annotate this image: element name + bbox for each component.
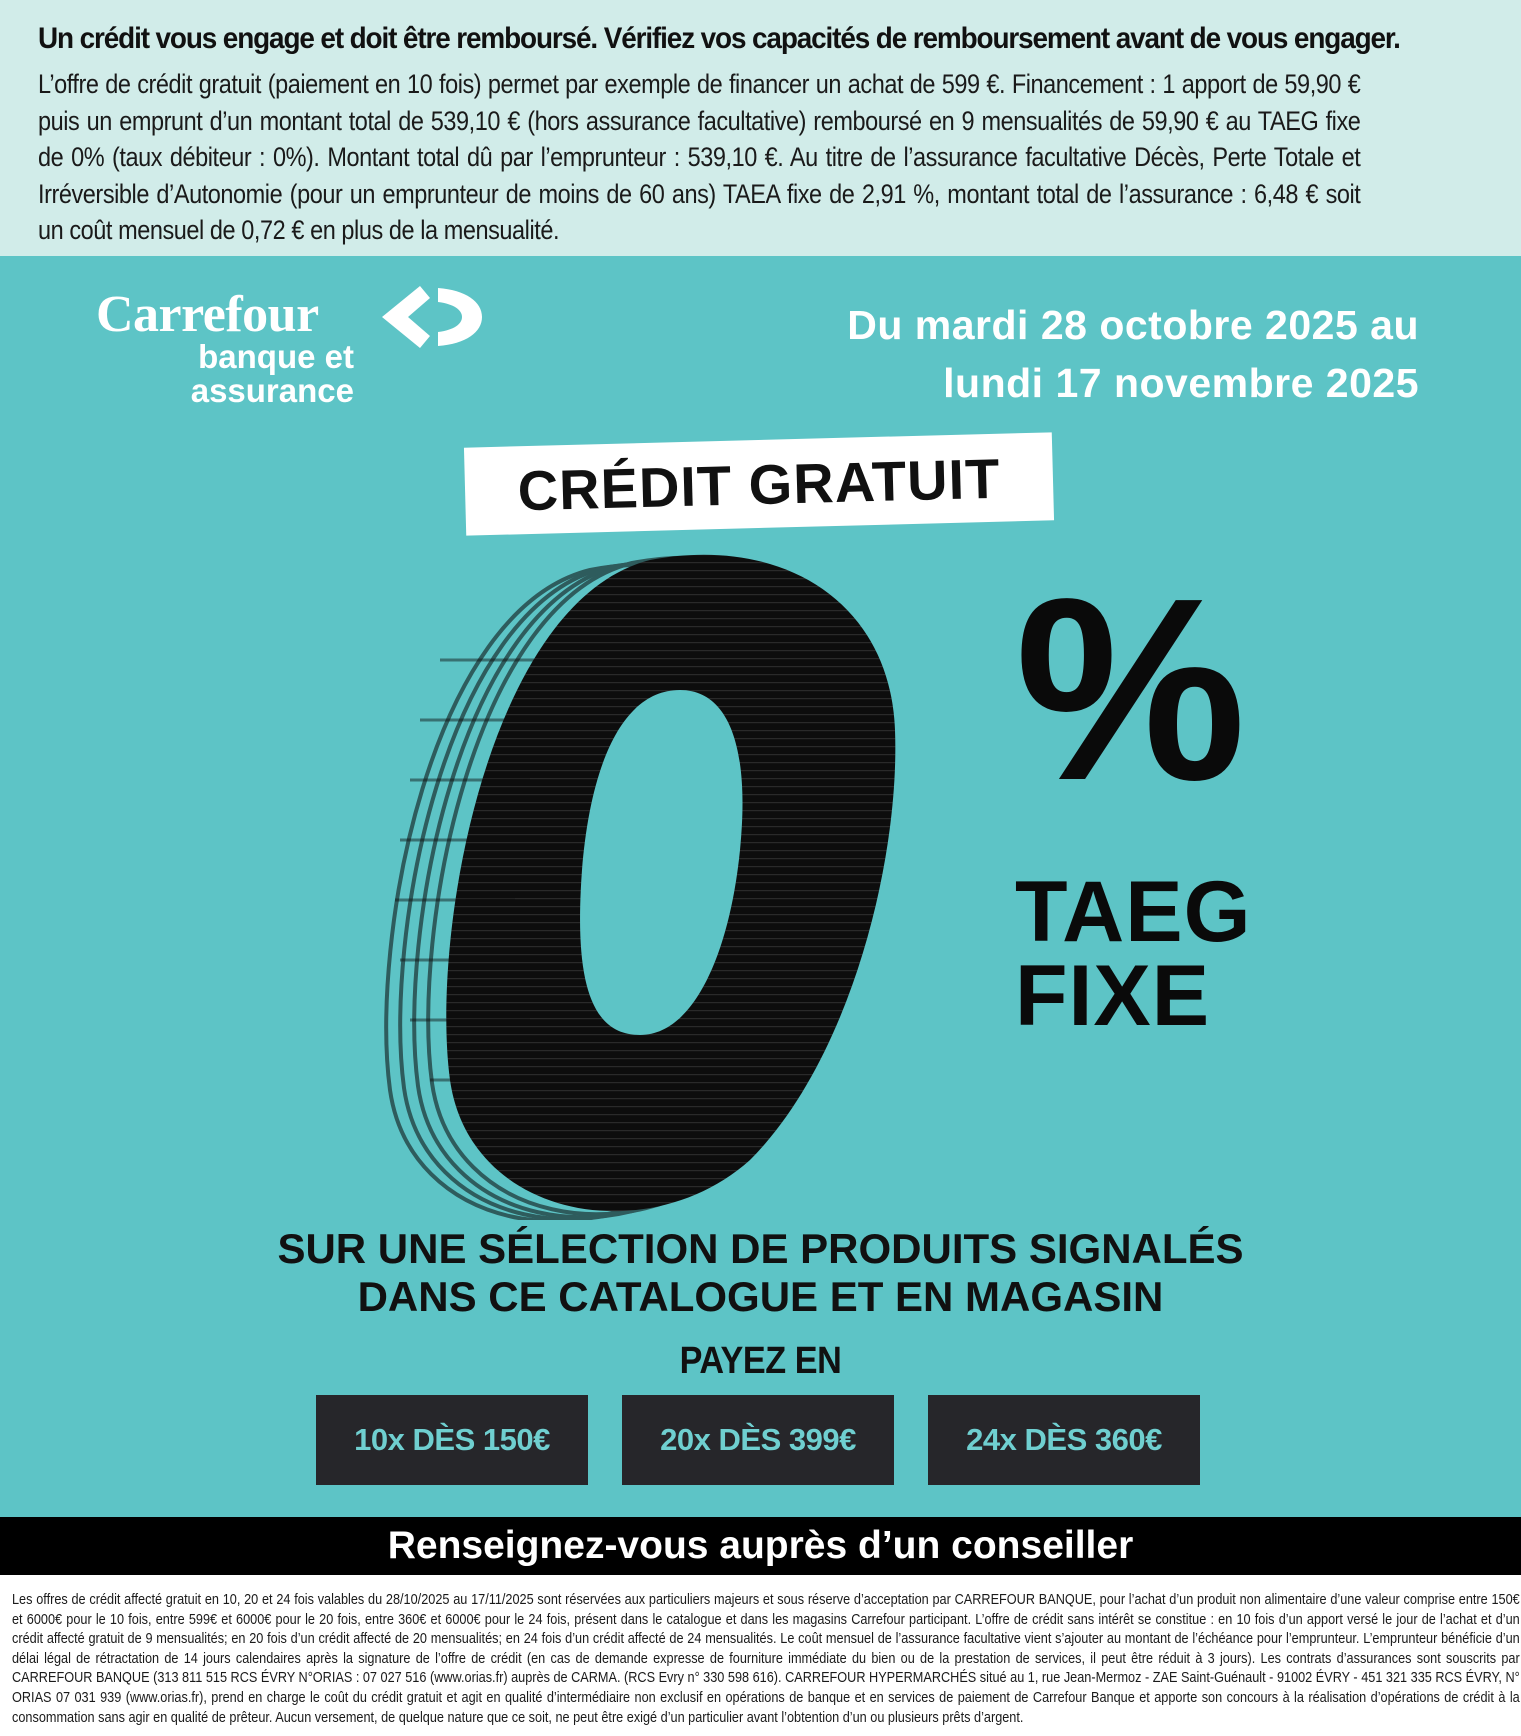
payment-option-20x: 20x DÈS 399€ <box>622 1395 894 1485</box>
brand-sub-line1: banque et <box>198 338 354 375</box>
fixe-label: FIXE <box>1015 948 1211 1044</box>
credit-gratuit-badge <box>464 432 1054 535</box>
brand-sub-line2: assurance <box>190 372 354 409</box>
payez-en-heading: PAYEZ EN <box>679 1340 842 1382</box>
offer-dates-line2: lundi 17 novembre 2025 <box>943 360 1419 406</box>
percent-sign: % <box>1015 545 1247 835</box>
warning-title: Un crédit vous engage et doit être remboursé. Vérifiez vos capacités de remboursement avant de vous engager. <box>38 22 1400 55</box>
taeg-label: TAEG <box>1015 864 1252 960</box>
selection-line1: SUR UNE SÉLECTION DE PRODUITS SIGNALÉS <box>277 1225 1244 1272</box>
brand-name: Carrefour <box>96 286 319 343</box>
offer-dates <box>847 296 1419 412</box>
brand-logo <box>96 286 354 409</box>
legal-notice: Les offres de crédit affecté gratuit en 10, 20 et 24 fois valables du 28/10/2025 au 17/11/2025 sont réservées aux particuliers majeurs et sous réserve d’acceptation par CARREFOUR BANQUE, pour l’achat d’un produit non alimentaire d’une valeur comprise entre 150€ et 6000€ pour le 10 fois, entre 599€ et 6000€ pour le 20 fois, entre 360€ et 6000€ pour le 24 fois, présent dans le catalogue et dans les magasins Carrefour participant. L’offre de crédit sans intérêt se constitue : en 10 fois d’un apport versé le jour de l’achat et d’un crédit affecté gratuit de 9 mensualités; en 20 fois d’un crédit affecté de 20 mensualités; en 24 fois d’un crédit affecté de 24 mensualités. Le coût mensuel de l’assurance facultative vient s’ajouter au montant de l’échéance pour l’emprunteur. L’emprunteur bénéficie d’un délai légal de rétractation de 14 jours calendaires après la signature de l’offre de crédit (en cas de demande expresse de fourniture immédiate du bien ou de la prestation de services, il peut être réduit à 3 jours). Les contrats d’assurances sont souscrits par CARREFOUR BANQUE (313 811 515 RCS ÉVRY N°ORIAS : 07 027 516 (www.orias.fr) auprès de CARMA. (RCS Evry n° 330 598 616). CARREFOUR HYPERMARCHÉS situé au 1, rue Jean-Mermoz - ZAE Saint-Guénault - 91002 ÉVRY - 451 321 335 RCS ÉVRY, N° ORIAS 07 031 939 (www.orias.fr), prend en charge le coût du crédit gratuit et agit en qualité d’intermédiaire non exclusif en opérations de banque et en services de paiement de Carrefour Banque et apporte son concours à la réalisation d’opérations de crédit à la consommation sans agir en qualité de prêteur. Aucun versement, de quelque nature que ce soit, ne peut être exigé d’un particulier avant l’obtention d’un ou plusieurs prêts d’argent. <box>12 1592 1520 1726</box>
cta-banner: Renseignez-vous auprès d’un conseiller <box>0 1517 1521 1575</box>
credit-gratuit-label: CRÉDIT GRATUIT <box>516 446 1002 522</box>
carrefour-logo-icon <box>376 284 486 350</box>
selection-line2: DANS CE CATALOGUE ET EN MAGASIN <box>357 1273 1164 1320</box>
payment-option-24x: 24x DÈS 360€ <box>928 1395 1200 1485</box>
payment-option-10x: 10x DÈS 150€ <box>316 1395 588 1485</box>
taeg-fixe-label <box>1015 864 1252 1044</box>
selection-text <box>0 1225 1521 1321</box>
offer-dates-line1: Du mardi 28 octobre 2025 au <box>847 302 1419 348</box>
offer-example-text: L’offre de crédit gratuit (paiement en 10 fois) permet par exemple de financer un achat de 599 €. Financement : 1 apport de 59,90 € puis un emprunt d’un montant total de 539,10 € (hors assurance facultative) remboursé en 9 mensualités de 59,90 € au TAEG fixe de 0% (taux débiteur : 0%). Montant total dû par l’emprunteur : 539,10 €. Au titre de l’assurance facultative Décès, Perte Totale et Irréversible d’Autonomie (pour un emprunteur de moins de 60 ans) TAEA fixe de 2,91 %, montant total de l’assurance : 6,48 € soit un coût mensuel de 0,72 € en plus de la mensualité. <box>38 69 1361 245</box>
big-zero-graphic <box>350 540 1030 1220</box>
